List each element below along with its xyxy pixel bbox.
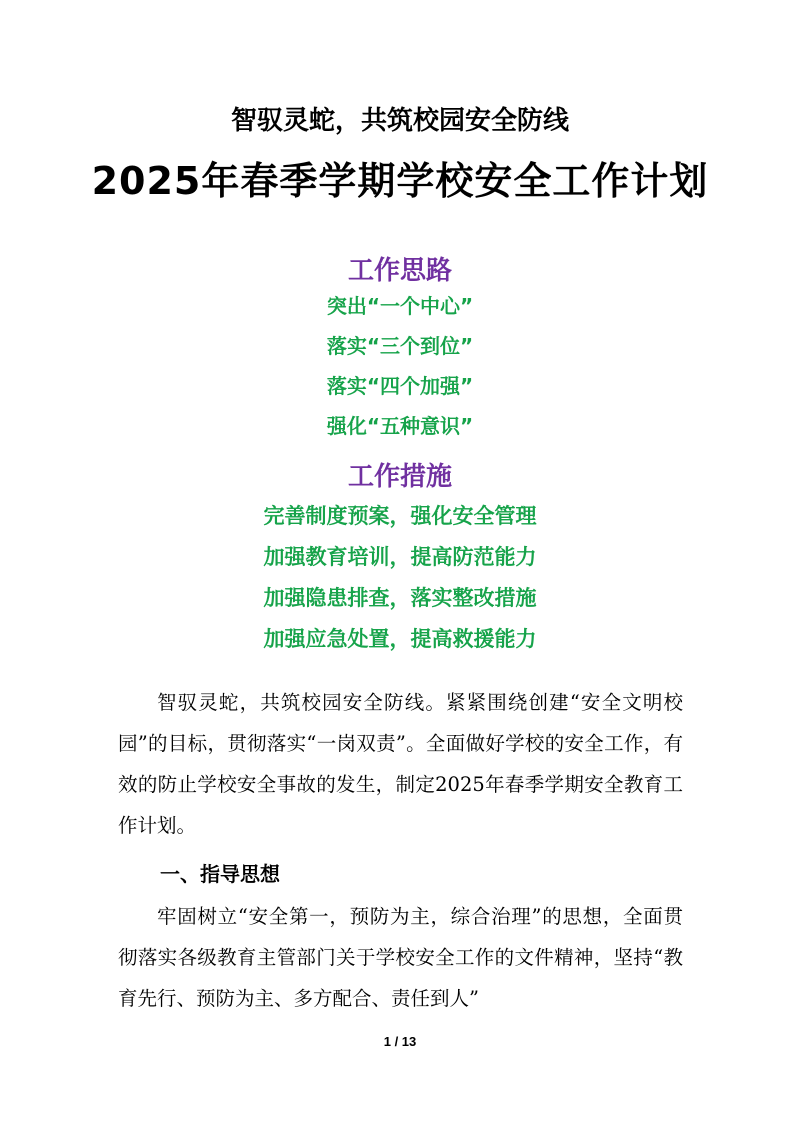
measure-item: 加强教育培训，提高防范能力 <box>263 545 537 569</box>
ideas-list <box>0 286 800 446</box>
intro-paragraph: 智驭灵蛇，共筑校园安全防线。紧紧围绕创建“安全文明校园”的目标，贯彻落实“一岗双责”。全面做好学校的安全工作，有效的防止学校安全事故的发生，制定2025年春季学期安全教育工作计划。 <box>118 691 683 837</box>
page-number: 1 / 13 <box>383 1034 417 1049</box>
ideas-heading: 工作思路 <box>347 256 452 286</box>
document-title: 2025年春季学期学校安全工作计划 <box>91 159 709 203</box>
document-subtitle: 智驭灵蛇，共筑校园安全防线 <box>230 106 569 136</box>
measure-item: 完善制度预案，强化安全管理 <box>263 504 537 528</box>
section1-paragraph: 牢固树立“安全第一，预防为主，综合治理”的思想，全面贯彻落实各级教育主管部门关于学校安全工作的文件精神，坚持“教育先行、预防为主、多方配合、责任到人” <box>118 905 683 1010</box>
idea-item: 落实“三个到位” <box>326 334 474 358</box>
idea-item: 突出“一个中心” <box>326 294 474 318</box>
measures-list <box>0 496 800 660</box>
idea-item: 落实“四个加强” <box>326 374 474 398</box>
section1-heading: 一、指导思想 <box>160 862 280 886</box>
measure-item: 加强应急处置，提高救援能力 <box>263 627 537 651</box>
measure-item: 加强隐患排查，落实整改措施 <box>263 586 537 610</box>
idea-item: 强化“五种意识” <box>326 414 474 438</box>
measures-heading: 工作措施 <box>347 462 452 492</box>
